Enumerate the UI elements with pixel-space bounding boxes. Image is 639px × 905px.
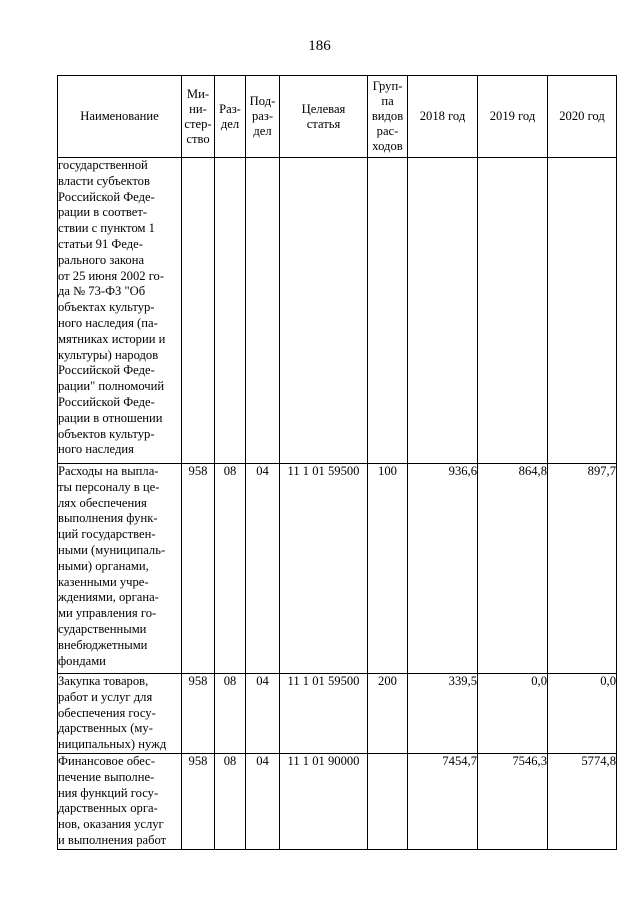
row-section: 08 <box>215 674 246 754</box>
row-value-2020: 5774,8 <box>548 754 617 850</box>
row-target-article: 11 1 01 59500 <box>280 464 368 674</box>
header-ministry: Ми- ни- стер- ство <box>182 76 215 158</box>
page-number: 186 <box>308 38 331 54</box>
table-row <box>58 158 617 464</box>
row-target-article: 11 1 01 90000 <box>280 754 368 850</box>
row-value-2020: 897,7 <box>548 464 617 674</box>
row-ministry: 958 <box>182 754 215 850</box>
row-value-2018: 936,6 <box>408 464 478 674</box>
row-value-2019: 7546,3 <box>478 754 548 850</box>
header-year-2020: 2020 год <box>548 76 617 158</box>
header-year-2018: 2018 год <box>408 76 478 158</box>
header-target-article: Целевая статья <box>280 76 368 158</box>
row-ministry: 958 <box>182 464 215 674</box>
row-section <box>215 158 246 464</box>
row-subsection: 04 <box>246 464 280 674</box>
table-header <box>58 76 617 158</box>
row-section: 08 <box>215 464 246 674</box>
header-year-2019: 2019 год <box>478 76 548 158</box>
row-subsection <box>246 158 280 464</box>
row-section: 08 <box>215 754 246 850</box>
header-section: Раз- дел <box>215 76 246 158</box>
row-name: государственной власти субъектов Российской Феде- рации в соответ- ствии с пунктом 1 статьи 91 Феде- рального закона от 25 июня 2002 го- да № 73-ФЗ "Об объектах культур- ного наследия (па- мятниках истории и культуры) народов Российской Феде- рации" полномочий Российской Феде- рации в отношении объектов культур- ного наследия <box>58 158 182 464</box>
header-subsection: Под- раз- дел <box>246 76 280 158</box>
row-target-article <box>280 158 368 464</box>
row-target-article: 11 1 01 59500 <box>280 674 368 754</box>
row-subsection: 04 <box>246 674 280 754</box>
table-row <box>58 754 617 850</box>
header-row <box>58 76 617 158</box>
row-expense-group: 100 <box>368 464 408 674</box>
table-body <box>58 158 617 850</box>
row-value-2018: 7454,7 <box>408 754 478 850</box>
row-name: Закупка товаров, работ и услуг для обеспечения госу- дарственных (му- ниципальных) нужд <box>58 674 182 754</box>
budget-table <box>57 75 617 850</box>
row-name: Финансовое обес- печение выполне- ния функций госу- дарственных орга- нов, оказания услуг и выполнения работ <box>58 754 182 850</box>
row-value-2020 <box>548 158 617 464</box>
row-ministry: 958 <box>182 674 215 754</box>
row-value-2019: 0,0 <box>478 674 548 754</box>
row-value-2019: 864,8 <box>478 464 548 674</box>
table-row <box>58 674 617 754</box>
row-value-2019 <box>478 158 548 464</box>
header-expense-group: Груп- па видов рас- ходов <box>368 76 408 158</box>
row-value-2020: 0,0 <box>548 674 617 754</box>
row-value-2018: 339,5 <box>408 674 478 754</box>
row-expense-group: 200 <box>368 674 408 754</box>
row-name: Расходы на выпла- ты персоналу в це- лях обеспечения выполнения функ- ций государствен- ными (муниципаль- ными) органами, казенными учре- ждениями, органа- ми управления го- сударственными внебюджетными фондами <box>58 464 182 674</box>
row-ministry <box>182 158 215 464</box>
row-expense-group <box>368 158 408 464</box>
table-row <box>58 464 617 674</box>
row-subsection: 04 <box>246 754 280 850</box>
row-value-2018 <box>408 158 478 464</box>
row-expense-group <box>368 754 408 850</box>
header-name: Наименование <box>58 76 182 158</box>
